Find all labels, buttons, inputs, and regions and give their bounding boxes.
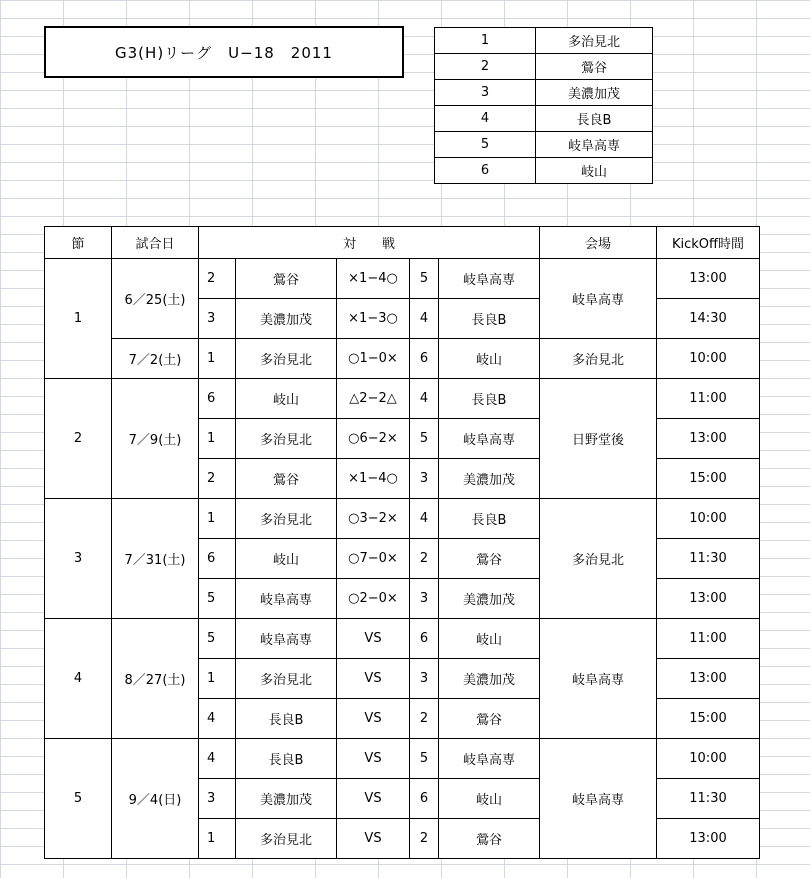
home-team-name: 多治見北 xyxy=(236,659,337,699)
away-team-number: 2 xyxy=(410,539,439,579)
kickoff-time: 13:00 xyxy=(657,259,760,299)
away-team-number: 5 xyxy=(410,259,439,299)
kickoff-time: 15:00 xyxy=(657,699,760,739)
away-team-name: 岐山 xyxy=(439,619,540,659)
kickoff-time: 14:30 xyxy=(657,299,760,339)
away-team-number: 2 xyxy=(410,699,439,739)
team-number: 3 xyxy=(435,80,536,106)
match-score: ×1−3○ xyxy=(337,299,410,339)
match-date: 7／2(土) xyxy=(112,339,199,379)
away-team-number: 4 xyxy=(410,299,439,339)
away-team-name: 長良B xyxy=(439,499,540,539)
match-score: VS xyxy=(337,819,410,859)
match-row xyxy=(45,379,760,419)
kickoff-time: 10:00 xyxy=(657,339,760,379)
match-score: VS xyxy=(337,779,410,819)
header-kickoff: KickOff時間 xyxy=(657,227,760,259)
away-team-number: 6 xyxy=(410,339,439,379)
away-team-number: 4 xyxy=(410,499,439,539)
away-team-number: 6 xyxy=(410,619,439,659)
home-team-name: 鶯谷 xyxy=(236,459,337,499)
away-team-name: 美濃加茂 xyxy=(439,579,540,619)
match-score: ○6−2× xyxy=(337,419,410,459)
away-team-name: 鶯谷 xyxy=(439,819,540,859)
match-score: ○1−0× xyxy=(337,339,410,379)
home-team-name: 長良B xyxy=(236,699,337,739)
venue: 多治見北 xyxy=(540,339,657,379)
kickoff-time: 11:30 xyxy=(657,539,760,579)
home-team-number: 5 xyxy=(199,619,236,659)
home-team-number: 3 xyxy=(199,299,236,339)
match-score: △2−2△ xyxy=(337,379,410,419)
team-number: 4 xyxy=(435,106,536,132)
team-name: 岐山 xyxy=(536,158,653,184)
away-team-name: 長良B xyxy=(439,299,540,339)
match-score: ×1−4○ xyxy=(337,259,410,299)
team-number: 1 xyxy=(435,28,536,54)
home-team-name: 岐阜高専 xyxy=(236,579,337,619)
away-team-name: 長良B xyxy=(439,379,540,419)
kickoff-time: 13:00 xyxy=(657,819,760,859)
team-name: 岐阜高専 xyxy=(536,132,653,158)
kickoff-time: 11:00 xyxy=(657,619,760,659)
match-date: 7／9(土) xyxy=(112,379,199,499)
match-date: 6／25(土) xyxy=(112,259,199,339)
section-number: 3 xyxy=(45,499,112,619)
venue: 岐阜高専 xyxy=(540,259,657,339)
home-team-name: 美濃加茂 xyxy=(236,299,337,339)
team-row xyxy=(435,28,653,54)
home-team-number: 1 xyxy=(199,419,236,459)
team-row xyxy=(435,106,653,132)
away-team-name: 美濃加茂 xyxy=(439,659,540,699)
home-team-name: 多治見北 xyxy=(236,419,337,459)
kickoff-time: 15:00 xyxy=(657,459,760,499)
match-score: VS xyxy=(337,619,410,659)
home-team-number: 1 xyxy=(199,819,236,859)
section-number: 2 xyxy=(45,379,112,499)
away-team-number: 2 xyxy=(410,819,439,859)
home-team-number: 4 xyxy=(199,739,236,779)
home-team-number: 6 xyxy=(199,379,236,419)
venue: 日野堂後 xyxy=(540,379,657,499)
team-row xyxy=(435,54,653,80)
match-date: 8／27(土) xyxy=(112,619,199,739)
home-team-name: 長良B xyxy=(236,739,337,779)
home-team-name: 多治見北 xyxy=(236,339,337,379)
away-team-name: 鶯谷 xyxy=(439,539,540,579)
league-title: G3(H)リーグ U−18 2011 xyxy=(44,26,404,78)
team-list-table xyxy=(434,27,653,184)
kickoff-time: 13:00 xyxy=(657,419,760,459)
home-team-name: 岐阜高専 xyxy=(236,619,337,659)
home-team-number: 2 xyxy=(199,459,236,499)
header-row xyxy=(45,227,760,259)
section-number: 4 xyxy=(45,619,112,739)
home-team-name: 多治見北 xyxy=(236,499,337,539)
venue: 岐阜高専 xyxy=(540,739,657,859)
team-row xyxy=(435,158,653,184)
kickoff-time: 10:00 xyxy=(657,739,760,779)
team-row xyxy=(435,132,653,158)
venue: 多治見北 xyxy=(540,499,657,619)
home-team-name: 岐山 xyxy=(236,379,337,419)
home-team-number: 1 xyxy=(199,659,236,699)
home-team-name: 鶯谷 xyxy=(236,259,337,299)
section-number: 1 xyxy=(45,259,112,379)
home-team-number: 3 xyxy=(199,779,236,819)
match-row xyxy=(45,739,760,779)
home-team-number: 1 xyxy=(199,499,236,539)
kickoff-time: 10:00 xyxy=(657,499,760,539)
match-score: VS xyxy=(337,699,410,739)
match-row xyxy=(45,259,760,299)
away-team-name: 岐山 xyxy=(439,779,540,819)
away-team-number: 5 xyxy=(410,739,439,779)
match-score: VS xyxy=(337,659,410,699)
team-name: 美濃加茂 xyxy=(536,80,653,106)
home-team-name: 美濃加茂 xyxy=(236,779,337,819)
home-team-number: 4 xyxy=(199,699,236,739)
away-team-number: 3 xyxy=(410,659,439,699)
section-number: 5 xyxy=(45,739,112,859)
match-score: ○7−0× xyxy=(337,539,410,579)
away-team-name: 岐阜高専 xyxy=(439,419,540,459)
match-row xyxy=(45,499,760,539)
team-number: 6 xyxy=(435,158,536,184)
header-match: 対 戦 xyxy=(199,227,540,259)
match-date: 9／4(日) xyxy=(112,739,199,859)
team-row xyxy=(435,80,653,106)
kickoff-time: 13:00 xyxy=(657,579,760,619)
team-name: 鶯谷 xyxy=(536,54,653,80)
home-team-number: 6 xyxy=(199,539,236,579)
schedule-table xyxy=(44,226,760,859)
away-team-name: 岐山 xyxy=(439,339,540,379)
away-team-number: 5 xyxy=(410,419,439,459)
team-name: 多治見北 xyxy=(536,28,653,54)
away-team-name: 美濃加茂 xyxy=(439,459,540,499)
home-team-name: 岐山 xyxy=(236,539,337,579)
header-section: 節 xyxy=(45,227,112,259)
away-team-name: 岐阜高専 xyxy=(439,259,540,299)
kickoff-time: 11:00 xyxy=(657,379,760,419)
venue: 岐阜高専 xyxy=(540,619,657,739)
match-score: VS xyxy=(337,739,410,779)
away-team-number: 4 xyxy=(410,379,439,419)
team-number: 2 xyxy=(435,54,536,80)
away-team-name: 鶯谷 xyxy=(439,699,540,739)
away-team-number: 6 xyxy=(410,779,439,819)
match-score: ○3−2× xyxy=(337,499,410,539)
team-name: 長良B xyxy=(536,106,653,132)
home-team-name: 多治見北 xyxy=(236,819,337,859)
away-team-number: 3 xyxy=(410,579,439,619)
match-row xyxy=(45,339,760,379)
away-team-name: 岐阜高専 xyxy=(439,739,540,779)
match-row xyxy=(45,619,760,659)
match-score: ○2−0× xyxy=(337,579,410,619)
team-number: 5 xyxy=(435,132,536,158)
header-date: 試合日 xyxy=(112,227,199,259)
kickoff-time: 13:00 xyxy=(657,659,760,699)
match-score: ×1−4○ xyxy=(337,459,410,499)
header-venue: 会場 xyxy=(540,227,657,259)
kickoff-time: 11:30 xyxy=(657,779,760,819)
home-team-number: 5 xyxy=(199,579,236,619)
away-team-number: 3 xyxy=(410,459,439,499)
match-date: 7／31(土) xyxy=(112,499,199,619)
home-team-number: 2 xyxy=(199,259,236,299)
home-team-number: 1 xyxy=(199,339,236,379)
